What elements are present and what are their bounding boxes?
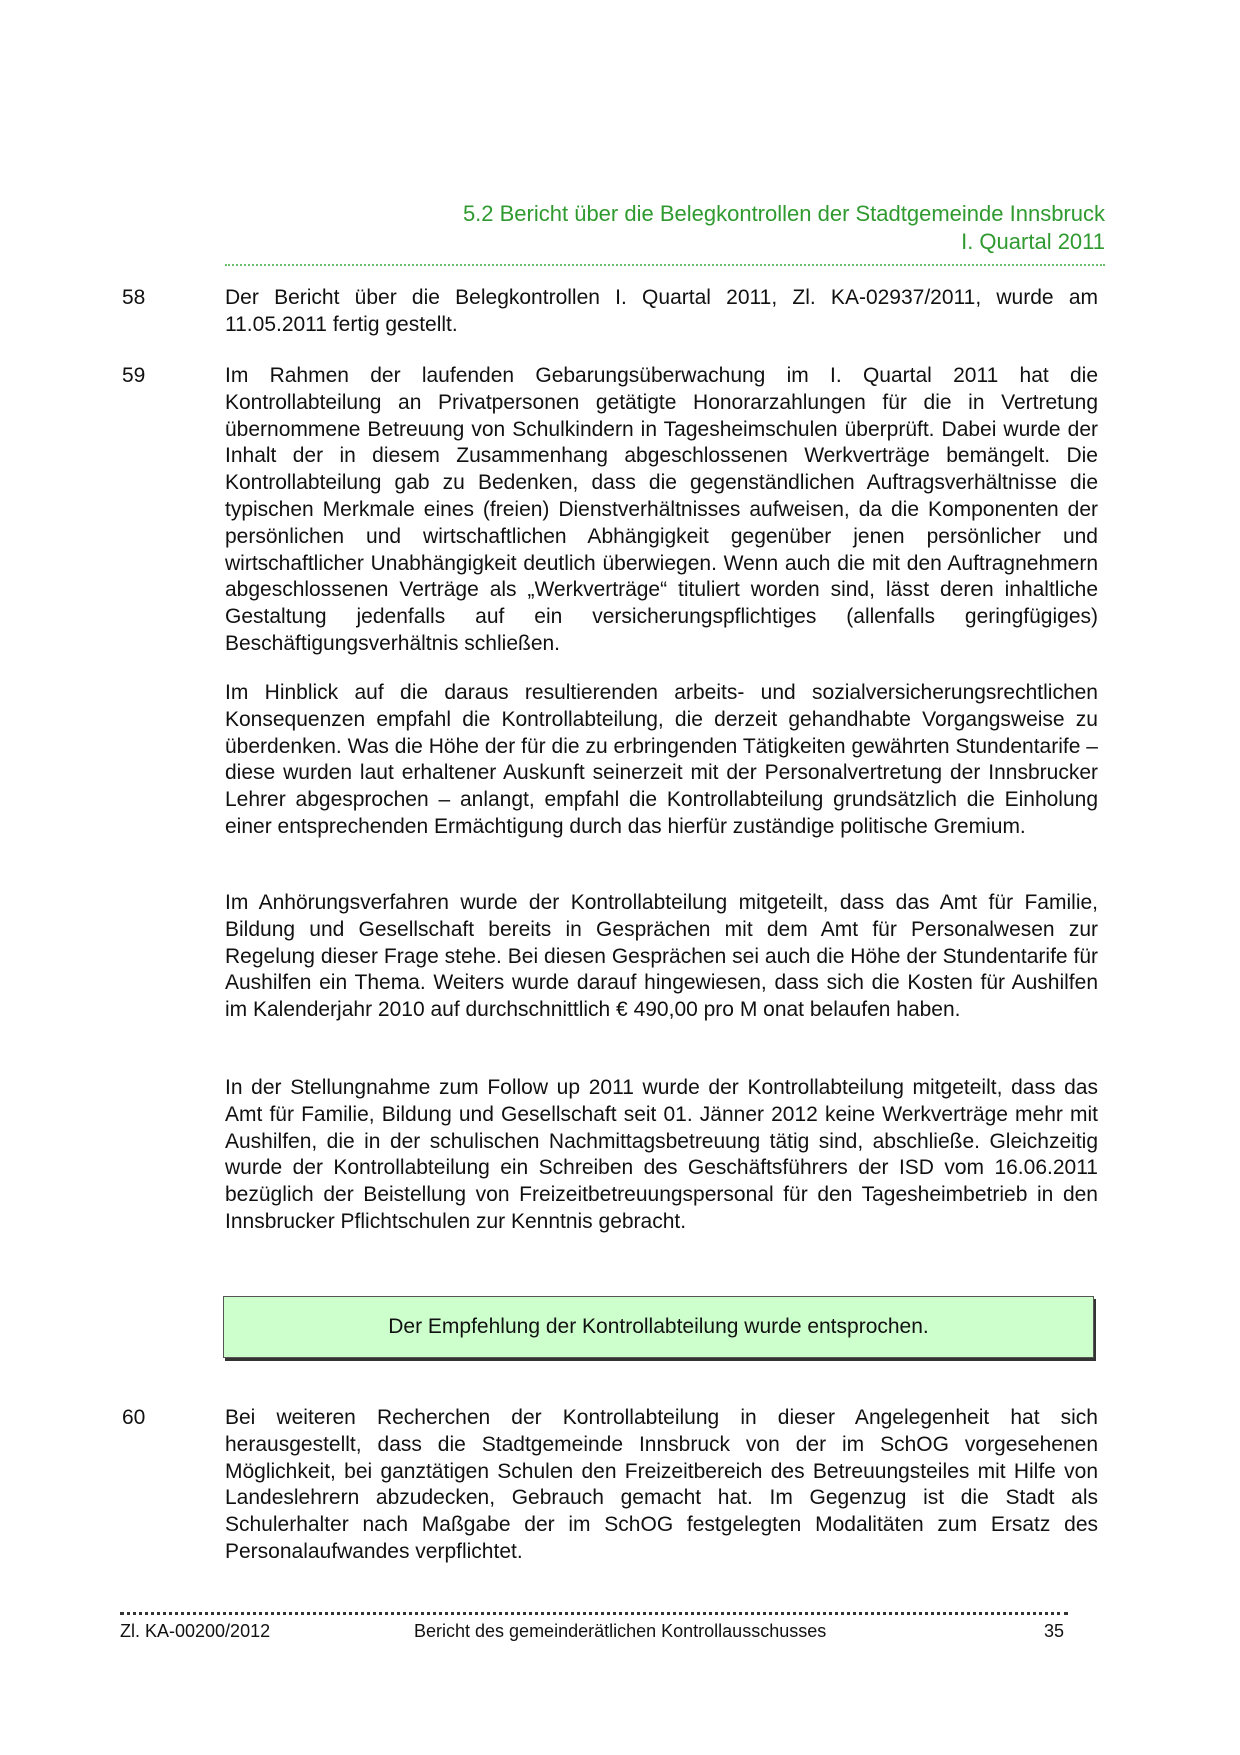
section-59-para-3 — [225, 890, 1098, 1024]
section-60-body — [225, 1405, 1098, 1566]
section-58-body — [225, 285, 1098, 339]
paragraph-number-58: 58 — [122, 286, 146, 309]
paragraph: Im Anhörungsverfahren wurde der Kontrollabteilung mitgeteilt, dass das Amt für Familie, Bildung und Gesellschaft bereits in Gesprächen mit dem Amt für Personalwesen zur Regelung dieser Frage stehe. Bei diesen Gesprächen sei auch die Höhe der Stundentarife für Aushilfen ein Thema. Weiters wurde darauf hingewiesen, dass sich die Kosten für Aushilfen im Kalenderjahr 2010 auf durchschnittlich € 490,00 pro M onat belaufen haben. — [225, 891, 1098, 1022]
section-59-para-4 — [225, 1075, 1098, 1236]
section-59-para-2 — [225, 680, 1098, 841]
paragraph: Bei weiteren Recherchen der Kontrollabteilung in dieser Angelegenheit hat sich herausgestellt, dass die Stadtgemeinde Innsbruck von der im SchOG vorgesehenen Möglichkeit, bei ganztätigen Schulen den Freizeitbereich des Betreuungsteiles mit Hilfe von Landeslehrern abzudecken, Gebrauch gemacht hat. Im Gegenzug ist die Stadt als Schulerhalter nach Maßgabe der im SchOG festgelegten Modalitäten zum Ersatz des Personalaufwandes verpflichtet. — [225, 1406, 1098, 1563]
paragraph-number-60: 60 — [122, 1406, 146, 1429]
paragraph: Im Rahmen der laufenden Gebarungsüberwachung im I. Quartal 2011 hat die Kontrollabteilung an Privatpersonen getätigte Honorarzahlungen für die in Vertretung übernommene Betreuung von Schulkindern in Tagesheimschulen überprüft. Dabei wurde der Inhalt der in diesem Zusammenhang abgeschlossenen Werkverträge bemängelt. Die Kontrollabteilung gab zu Bedenken, dass die gegenständlichen Auftragsverhältnisse die typischen Merkmale eines (freien) Dienstverhältnisses aufweisen, da die Komponenten der persönlichen und wirtschaftlichen Abhängigkeit gegenüber jenen persönlicher und wirtschaftlicher Unabhängigkeit deutlich überwiegen. Wenn auch die mit den Auftragnehmern abgeschlossenen Verträge als „Werkverträge“ tituliert worden sind, lässt deren inhaltliche Gestaltung jedenfalls auf ein versicherungspflichtiges (allenfalls geringfügiges) Beschäftigungsverhältnis schließen. — [225, 364, 1098, 655]
header-divider — [225, 264, 1105, 266]
running-header — [225, 200, 1105, 256]
footer-divider — [120, 1612, 1068, 1615]
paragraph: Im Hinblick auf die daraus resultierenden arbeits- und sozialversicherungsrechtlichen Konsequenzen empfahl die Kontrollabteilung, die derzeit gehandhabte Vorgangsweise zu überdenken. Was die Höhe der für die zu erbringenden Tätigkeiten gewährten Stundentarife – diese wurden laut erhaltener Auskunft seinerzeit mit der Personalvertretung der Innsbrucker Lehrer abgesprochen – anlangt, empfahl die Kontrollabteilung grundsätzlich die Einholung einer entsprechenden Ermächtigung durch das hierfür zuständige politische Gremium. — [225, 681, 1098, 838]
paragraph-number-59: 59 — [122, 364, 146, 387]
header-section-title: 5.2 Bericht über die Belegkontrollen der Stadtgemeinde Innsbruck — [462, 201, 1105, 226]
section-59-para-1 — [225, 363, 1098, 658]
header-subtitle: I. Quartal 2011 — [961, 229, 1105, 254]
recommendation-status-text: Der Empfehlung der Kontrollabteilung wurde entsprochen. — [388, 1315, 929, 1338]
recommendation-status-box — [223, 1296, 1094, 1358]
footer-reference: Zl. KA-00200/2012 — [120, 1621, 271, 1641]
page-number: 35 — [1044, 1621, 1065, 1641]
paragraph: Der Bericht über die Belegkontrollen I. Quartal 2011, Zl. KA-02937/2011, wurde am 11.05.2011 fertig gestellt. — [225, 286, 1098, 336]
paragraph: In der Stellungnahme zum Follow up 2011 wurde der Kontrollabteilung mitgeteilt, dass das Amt für Familie, Bildung und Gesellschaft seit 01. Jänner 2012 keine Werkverträge mehr mit Aushilfen, die in der schulischen Nachmittagsbetreuung tätig sind, abschließe. Gleichzeitig wurde der Kontrollabteilung ein Schreiben des Geschäftsführers der ISD vom 16.06.2011 bezüglich der Beistellung von Freizeitbetreuungspersonal für den Tagesheimbetrieb in den Innsbrucker Pflichtschulen zur Kenntnis gebracht. — [225, 1076, 1098, 1233]
footer-title: Bericht des gemeinderätlichen Kontrollausschusses — [414, 1621, 827, 1641]
